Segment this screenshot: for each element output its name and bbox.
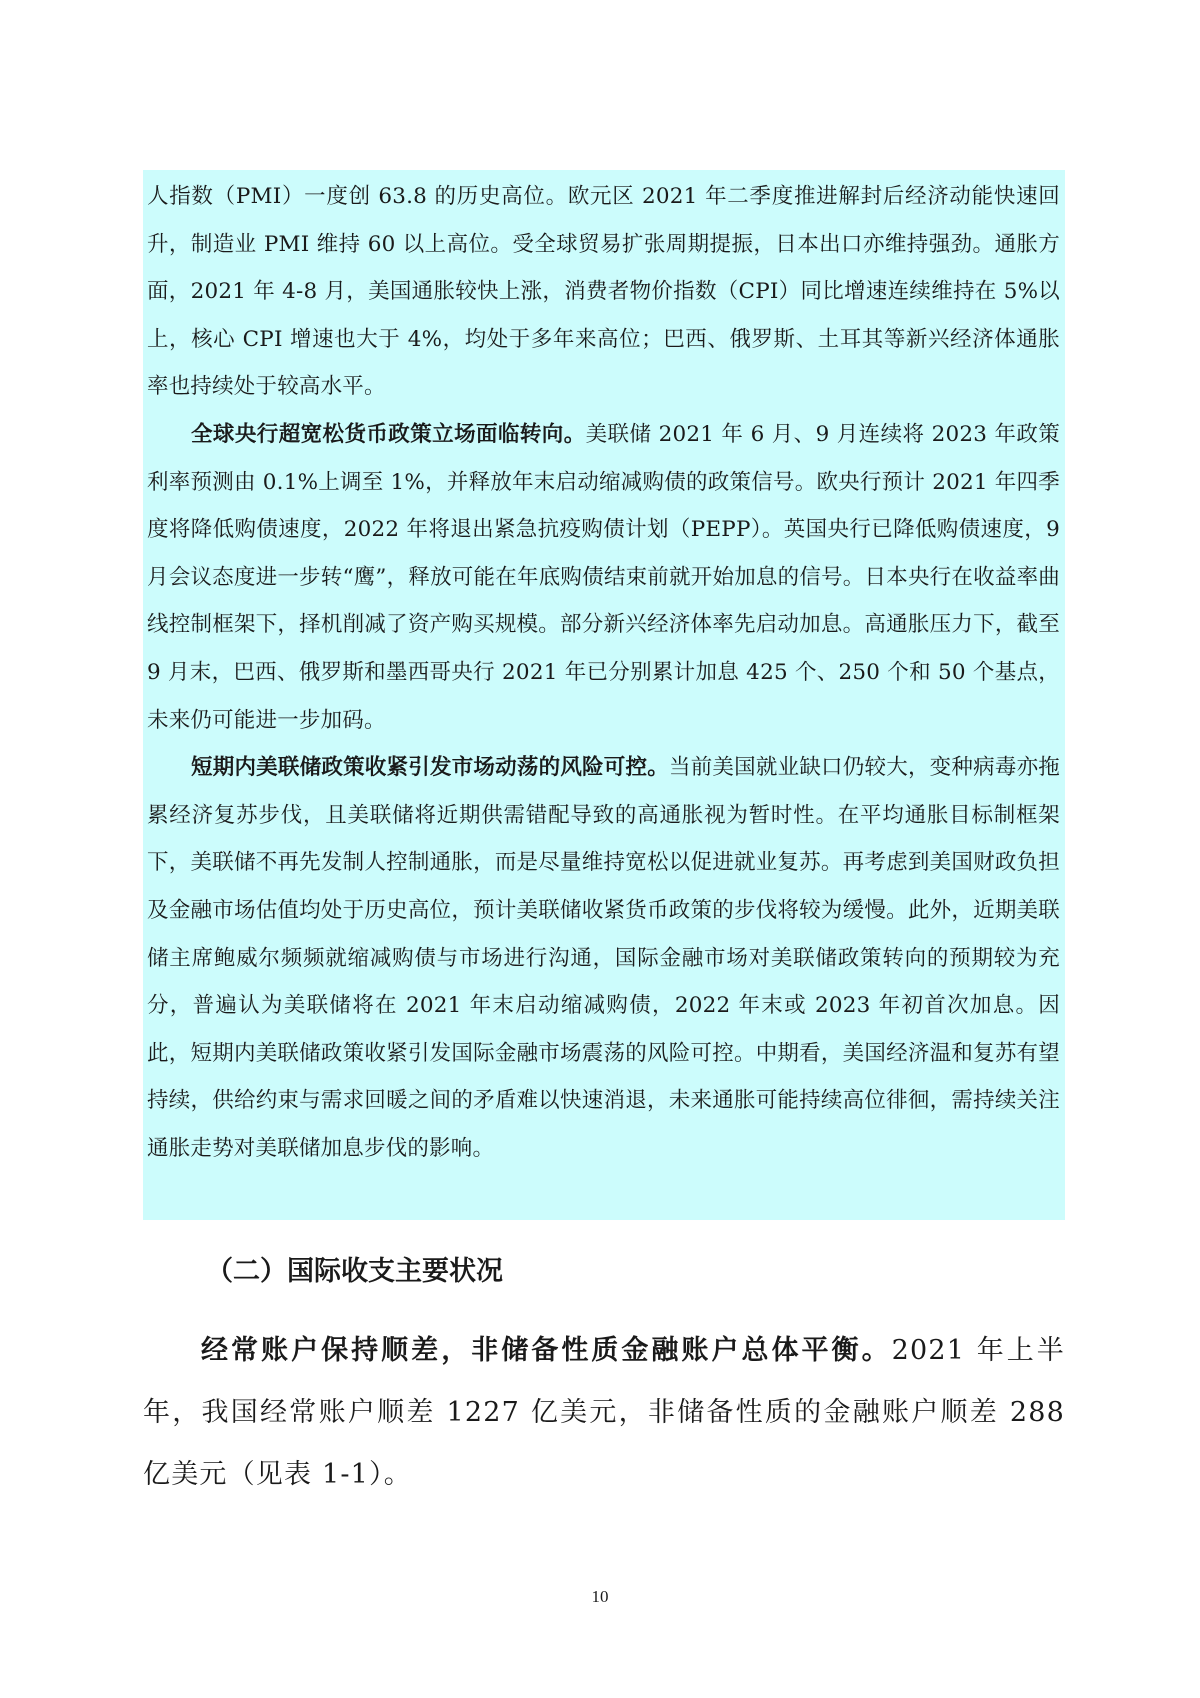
page-number: 10	[591, 1587, 609, 1606]
section-heading: （二）国际收支主要状况	[206, 1256, 503, 1287]
paragraph-body-fed-risk: 当前美国就业缺口仍较大，变种病毒亦拖累经济复苏步伐，且美联储将近期供需错配导致的高通胀视为暂时性。在平均通胀目标制框架下，美联储不再先发制人控制通胀，而是尽量维持宽松以促进就业复苏。再考虑到美国财政负担及金融市场估值均处于历史高位，预计美联储收紧货币政策的步伐将较为缓慢。此外，近期美联储主席鲍威尔频频就缩减购债与市场进行沟通，国际金融市场对美联储政策转向的预期较为充分，普遍认为美联储将在 2021 年末启动缩减购债，2022 年末或 2023 年初首次加息。因此，短期内美联储政策收紧引发国际金融市场震荡的风险可控。中期看，美国经济温和复苏有望持续，供给约束与需求回暖之间的矛盾难以快速消退，未来通胀可能持续高位徘徊，需持续关注通胀走势对美联储加息步伐的影响。	[147, 755, 1060, 1161]
paragraph-fed-risk	[147, 744, 1060, 1172]
paragraph-lead-central-banks: 全球央行超宽松货币政策立场面临转向。	[191, 421, 586, 447]
paragraph-lead-fed-risk: 短期内美联储政策收紧引发市场动荡的风险可控。	[191, 755, 669, 781]
highlighted-text-box	[143, 170, 1065, 1220]
paragraph-central-banks	[147, 411, 1060, 744]
paragraph-body-balance: 2021 年上半年，我国经常账户顺差 1227 亿美元，非储备性质的金融账户顺差 288 亿美元（见表 1-1）。	[143, 1335, 1065, 1490]
paragraph-balance-of-payments	[143, 1320, 1065, 1506]
paragraph-lead-balance: 经常账户保持顺差，非储备性质金融账户总体平衡。	[201, 1335, 892, 1366]
paragraph-global-economy: 人指数（PMI）一度创 63.8 的历史高位。欧元区 2021 年二季度推进解封后经济动能快速回升，制造业 PMI 维持 60 以上高位。受全球贸易扩张周期提振，日本出口亦维持强劲。通胀方面，2021 年 4-8 月，美国通胀较快上涨，消费者物价指数（CPI）同比增速连续维持在 5%以上，核心 CPI 增速也大于 4%，均处于多年来高位；巴西、俄罗斯、土耳其等新兴经济体通胀率也持续处于较高水平。	[147, 184, 1060, 400]
paragraph-body-central-banks: 美联储 2021 年 6 月、9 月连续将 2023 年政策利率预测由 0.1%上调至 1%，并释放年末启动缩减购债的政策信号。欧央行预计 2021 年四季度将降低购债速度，2022 年将退出紧急抗疫购债计划（PEPP）。英国央行已降低购债速度，9 月会议态度进一步转“鹰”，释放可能在年底购债结束前就开始加息的信号。日本央行在收益率曲线控制框架下，择机削减了资产购买规模。部分新兴经济体率先启动加息。高通胀压力下，截至 9 月末，巴西、俄罗斯和墨西哥央行 2021 年已分别累计加息 425 个、250 个和 50 个基点，未来仍可能进一步加码。	[147, 421, 1060, 733]
